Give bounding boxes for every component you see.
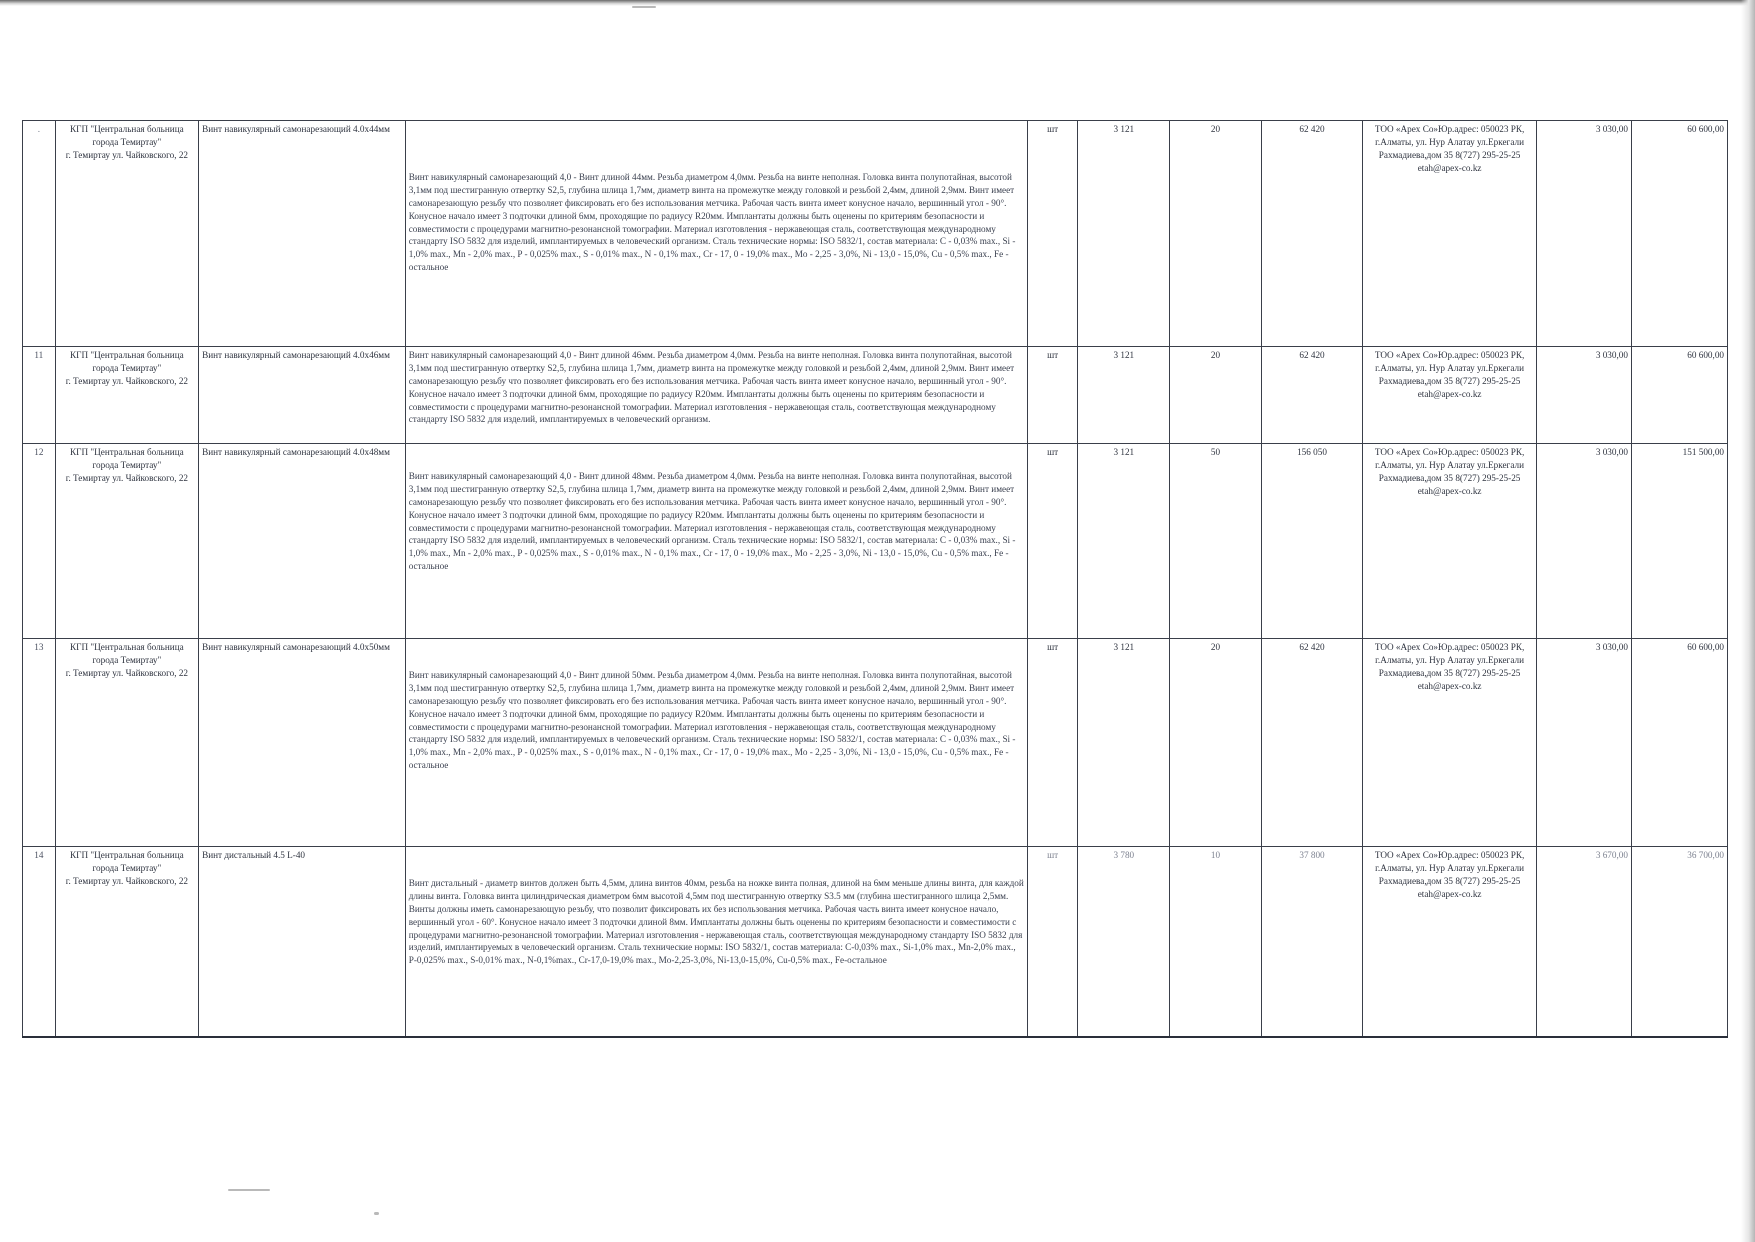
description-cell (405, 639, 1027, 847)
description-cell (405, 347, 1027, 444)
unit: шт (1027, 639, 1078, 847)
supplier-details: ТОО «Apex Co»Юр.адрес: 050023 РК, г.Алматы, ул. Нур Алатау ул.Еркегали Рахмадиева,дом 35 8(727) 295-25-25 etah@apex-co.kz (1363, 347, 1537, 444)
supplier-details: ТОО «Apex Co»Юр.адрес: 050023 РК, г.Алматы, ул. Нур Алатау ул.Еркегали Рахмадиева,дом 35 8(727) 295-25-25 etah@apex-co.kz (1363, 121, 1537, 347)
item-name: Винт навикулярный самонарезающий 4.0х44мм (199, 121, 406, 347)
item-name: Винт дистальный 4.5 L-40 (199, 847, 406, 1037)
customer-cell (55, 444, 198, 639)
customer-cell (55, 347, 198, 444)
item-description: Винт навикулярный самонарезающий 4,0 - Винт длиной 46мм. Резьба диаметром 4,0мм. Резьба на винте неполная. Головка винта полупотайная, высотой 3,1мм под шестигранную отвертку S2,5, глубина шлица 1,7мм, диаметр винта на промежутке между головкой и резьбой 2,4мм, длиной 2,9мм. Винт имеет самонарезающую резьбу что позволяет фиксировать его без использования метчика. Рабочая часть винта имеет конусное начало, вершинный угол - 90°. Конусное начало имеет 3 подточки длиной 6мм, проходящие по радиусу R20мм. Имплантаты должны быть оценены по критериям безопасности и совместимости с процедурами магнитно-резонансной томографии. Материал изготовления - нержавеющая сталь, соответствующая международному стандарту ISO 5832 для изделий, имплантируемых в человеческий организм. (408, 350, 1015, 425)
unit-price: 3 121 (1078, 639, 1170, 847)
quantity: 20 (1170, 121, 1262, 347)
unit: шт (1027, 847, 1078, 1037)
item-description: Винт навикулярный самонарезающий 4,0 - Винт длиной 48мм. Резьба диаметром 4,0мм. Резьба на винте неполная. Головка винта полупотайная, высотой 3,1мм под шестигранную отвертку S2,5, глубина шлица 1,7мм, диаметр винта на промежутке между головкой и резьбой 2,4мм, длиной 2,9мм. Винт имеет самонарезающую резьбу что позволяет фиксировать его без использования метчика. Рабочая часть винта имеет конусное начало, вершинный угол - 90°. Конусное начало имеет 3 подточки длиной 6мм, проходящие по радиусу R20мм. Имплантаты должны быть оценены по критериям безопасности и совместимости с процедурами магнитно-резонансной томографии. Материал изготовления - нержавеющая сталь, соответствующая международному стандарту ISO 5832 для изделий, имплантируемых в человеческий организм. Сталь технические нормы: ISO 5832/1, состав материала: C - 0,03% max., Si - 1,0% max., Mn - 2,0% max., P - 0,025% max., S - 0,01% max., N - 0,1% max., Cr - 17, 0 - 19,0% max., Mo - 2,25 - 3,0%, Ni - 13,0 - 15,0%, Cu - 0,5% max., Fe - остальное (408, 471, 1016, 572)
customer-cell (55, 847, 198, 1037)
scan-right-edge (1741, 0, 1755, 1242)
offer-price: 3 030,00 (1537, 121, 1632, 347)
row-number: 12 (23, 444, 56, 639)
scan-speck (374, 1212, 379, 1215)
unit: шт (1027, 347, 1078, 444)
customer-name: КГП "Центральная больница города Темиртау" (70, 850, 184, 873)
unit: шт (1027, 444, 1078, 639)
planned-sum: 62 420 (1261, 121, 1362, 347)
quantity: 20 (1170, 347, 1262, 444)
customer-name: КГП "Центральная больница города Темиртау" (70, 642, 184, 665)
offer-sum: 36 700,00 (1631, 847, 1727, 1037)
customer-address: г. Темиртау ул. Чайковского, 22 (65, 875, 189, 886)
supplier-details: ТОО «Apex Co»Юр.адрес: 050023 РК, г.Алматы, ул. Нур Алатау ул.Еркегали Рахмадиева,дом 35 8(727) 295-25-25 etah@apex-co.kz (1363, 639, 1537, 847)
table-row (23, 444, 1728, 639)
row-number: . (23, 121, 56, 347)
planned-sum: 37 800 (1261, 847, 1362, 1037)
customer-name: КГП "Центральная больница города Темиртау" (70, 124, 184, 147)
scan-speck (228, 1189, 270, 1191)
description-cell (405, 121, 1027, 347)
customer-address: г. Темиртау ул. Чайковского, 22 (65, 375, 189, 386)
item-name: Винт навикулярный самонарезающий 4.0х46мм (199, 347, 406, 444)
offer-sum: 60 600,00 (1631, 639, 1727, 847)
procurement-table (22, 120, 1728, 1038)
scan-top-edge (0, 0, 1755, 6)
scan-speck (632, 6, 656, 8)
item-description: Винт навикулярный самонарезающий 4,0 - Винт длиной 44мм. Резьба диаметром 4,0мм. Резьба на винте неполная. Головка винта полупотайная, высотой 3,1мм под шестигранную отвертку S2,5, глубина шлица 1,7мм, диаметр винта на промежутке между головкой и резьбой 2,4мм, длиной 2,9мм. Винт имеет самонарезающую резьбу что позволяет фиксировать его без использования метчика. Рабочая часть винта имеет конусное начало, вершинный угол - 90°. Конусное начало имеет 3 подточки длиной 6мм, проходящие по радиусу R20мм. Имплантаты должны быть оценены по критериям безопасности и совместимости с процедурами магнитно-резонансной томографии. Материал изготовления - нержавеющая сталь, соответствующая международному стандарту ISO 5832 для изделий, имплантируемых в человеческий организм. Сталь технические нормы: ISO 5832/1, состав материала: C - 0,03% max., Si - 1,0% max., Mn - 2,0% max., P - 0,025% max., S - 0,01% max., N - 0,1% max., Cr - 17, 0 - 19,0% max., Mo - 2,25 - 3,0%, Ni - 13,0 - 15,0%, Cu - 0,5% max., Fe - остальное (408, 172, 1016, 273)
supplier-details: ТОО «Apex Co»Юр.адрес: 050023 РК, г.Алматы, ул. Нур Алатау ул.Еркегали Рахмадиева,дом 35 8(727) 295-25-25 etah@apex-co.kz (1363, 847, 1537, 1037)
row-number: 13 (23, 639, 56, 847)
customer-name: КГП "Центральная больница города Темиртау" (70, 350, 184, 373)
offer-price: 3 030,00 (1537, 444, 1632, 639)
unit: шт (1027, 121, 1078, 347)
row-number: 14 (23, 847, 56, 1037)
planned-sum: 62 420 (1261, 639, 1362, 847)
unit-price: 3 121 (1078, 444, 1170, 639)
customer-address: г. Темиртау ул. Чайковского, 22 (65, 149, 189, 160)
unit-price: 3 780 (1078, 847, 1170, 1037)
customer-cell (55, 121, 198, 347)
table-row (23, 347, 1728, 444)
item-name: Винт навикулярный самонарезающий 4.0х50мм (199, 639, 406, 847)
unit-price: 3 121 (1078, 121, 1170, 347)
offer-sum: 151 500,00 (1631, 444, 1727, 639)
customer-address: г. Темиртау ул. Чайковского, 22 (65, 472, 189, 483)
description-cell (405, 444, 1027, 639)
supplier-details: ТОО «Apex Co»Юр.адрес: 050023 РК, г.Алматы, ул. Нур Алатау ул.Еркегали Рахмадиева,дом 35 8(727) 295-25-25 etah@apex-co.kz (1363, 444, 1537, 639)
unit-price: 3 121 (1078, 347, 1170, 444)
table-row (23, 121, 1728, 347)
item-description: Винт дистальный - диаметр винтов должен быть 4,5мм, длина винтов 40мм, резьба на ножке винта полная, длиной на 6мм меньше длины винта, для каждой длины винта. Головка винта цилиндрическая диаметром 6мм высотой 4,5мм под шестигранную отвертку S3.5 мм (глубина шестигранного шлица 2,5мм. Винты должны иметь самонарезающую резьбу, что позволит фиксировать их без использования метчика. Рабочая часть винта имеет конусное начало, вершинный угол - 60°. Конусное начало имеет 3 подточки длиной 8мм. Имплантаты должны быть оценены по критериям безопасности и совместимости с процедурами магнитно-резонансной томографии. Материал изготовления - нержавеющая сталь, соответствующая международному стандарту ISO 5832 для изделий, имплантируемых в человеческий организм. Сталь технические нормы: ISO 5832/1, состав материала: C-0,03% max., Si-1,0% max., Mn-2,0% max., P-0,025% max., S-0,01% max., N-0,1%max., Cr-17,0-19,0% max., Mo-2,25-3,0%, Ni-13,0-15,0%, Cu-0,5% max., Fe-остальное (408, 878, 1024, 966)
offer-sum: 60 600,00 (1631, 347, 1727, 444)
offer-price: 3 030,00 (1537, 639, 1632, 847)
customer-cell (55, 639, 198, 847)
quantity: 20 (1170, 639, 1262, 847)
planned-sum: 62 420 (1261, 347, 1362, 444)
offer-price: 3 670,00 (1537, 847, 1632, 1037)
planned-sum: 156 050 (1261, 444, 1362, 639)
offer-sum: 60 600,00 (1631, 121, 1727, 347)
customer-name: КГП "Центральная больница города Темиртау" (70, 447, 184, 470)
row-number: 11 (23, 347, 56, 444)
table-row (23, 847, 1728, 1037)
quantity: 10 (1170, 847, 1262, 1037)
offer-price: 3 030,00 (1537, 347, 1632, 444)
item-description: Винт навикулярный самонарезающий 4,0 - Винт длиной 50мм. Резьба диаметром 4,0мм. Резьба на винте неполная. Головка винта полупотайная, высотой 3,1мм под шестигранную отвертку S2,5, глубина шлица 1,7мм, диаметр винта на промежутке между головкой и резьбой 2,4мм, длиной 2,9мм. Винт имеет самонарезающую резьбу что позволяет фиксировать его без использования метчика. Рабочая часть винта имеет конусное начало, вершинный угол - 90°. Конусное начало имеет 3 подточки длиной 6мм, проходящие по радиусу R20мм. Имплантаты должны быть оценены по критериям безопасности и совместимости с процедурами магнитно-резонансной томографии. Материал изготовления - нержавеющая сталь, соответствующая международному стандарту ISO 5832 для изделий, имплантируемых в человеческий организм. Сталь технические нормы: ISO 5832/1, состав материала: C - 0,03% max., Si - 1,0% max., Mn - 2,0% max., P - 0,025% max., S - 0,01% max., N - 0,1% max., Cr - 17, 0 - 19,0% max., Mo - 2,25 - 3,0%, Ni - 13,0 - 15,0%, Cu - 0,5% max., Fe - остальное (408, 670, 1016, 771)
customer-address: г. Темиртау ул. Чайковского, 22 (65, 667, 189, 678)
quantity: 50 (1170, 444, 1262, 639)
table-row (23, 639, 1728, 847)
item-name: Винт навикулярный самонарезающий 4.0х48мм (199, 444, 406, 639)
description-cell (405, 847, 1027, 1037)
